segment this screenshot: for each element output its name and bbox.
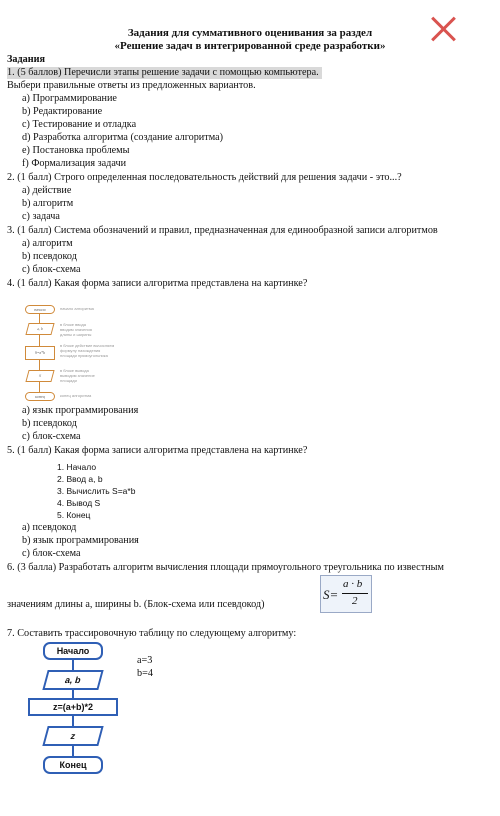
fc-start: начало [25,305,55,314]
fc-note: в блоке вывода выводим значение площади [60,368,95,383]
q6-title: 6. (3 балла) Разработать алгоритм вычисления площади прямоугольного треугольника по известным [7,562,444,573]
header-line-2: «Решение задач в интегрированной среде разработки» [114,40,386,52]
q3-option: b) псевдокод [22,251,77,262]
q7-flowchart [18,640,128,775]
q1-option: b) Редактирование [22,106,103,117]
q5-code-line: 1. Начало [57,462,97,472]
q2-option: a) действие [22,185,72,196]
q4-option: b) псевдокод [22,418,77,429]
area-formula [320,575,372,613]
q2-option: b) алгоритм [22,198,74,209]
q5-code-line: 2. Ввод a, b [57,474,103,484]
fc-input: a, b [25,323,54,335]
flow-process: z=(a+b)*2 [28,698,118,716]
fc-process: S=a*b [25,346,55,360]
q4-title: 4. (1 балл) Какая форма записи алгоритма представлена на картинке? [7,278,308,289]
q5-option: c) блок-схема [22,548,81,559]
q6-line2: значениям длины a, ширины b. (Блок-схема или псевдокод) [7,599,265,610]
q5-code-line: 5. Конец [57,510,91,520]
fc-note: начало алгоритма [60,306,94,311]
q3-title: 3. (1 балл) Система обозначений и правил, предназначенная для единообразной записи алгоритмов [7,225,438,236]
q5-title: 5. (1 балл) Какая форма записи алгоритма представлена на картинке? [7,445,308,456]
q4-option: a) язык программирования [22,405,139,416]
q4-option: c) блок-схема [22,431,81,442]
flow-end: Конец [43,756,103,774]
flow-output: z [42,726,103,746]
q1-title: 1. (5 баллов) Перечисли этапы решение задачи с помощью компьютера. [7,67,322,79]
q1-option: a) Программирование [22,93,117,104]
fc-end: конец [25,392,55,401]
fc-note: конец алгоритма [60,393,92,398]
q1-instruction: Выбери правильные ответы из предложенных вариантов. [7,80,256,91]
value-a: a=3 [137,655,153,666]
q5-option: a) псевдокод [22,522,77,533]
q5-option: b) язык программирования [22,535,139,546]
q1-option: d) Разработка алгоритма (создание алгоритма) [22,132,224,143]
q1-option: c) Тестирование и отладка [22,119,137,130]
section-label: Задания [7,54,45,65]
fc-note: в блоке ввода вводим значения длины и ширины [60,322,92,337]
header-line-1: Задания для суммативного оценивания за раздел [127,27,373,39]
q2-title: 2. (1 балл) Строго определенная последовательность действий для решения задачи - это...? [7,172,402,183]
formula-numerator: a · b [343,578,363,590]
q1-option: f) Формализация задачи [22,158,127,169]
q5-code-line: 4. Вывод S [57,498,101,508]
q3-option: c) блок-схема [22,264,81,275]
q2-option: c) задача [22,211,60,222]
fc-note: в блоке действие вычисляем формулу нахождения площади прямоугольника [60,343,115,358]
formula-lhs: S= [323,587,339,602]
q4-flowchart [20,303,160,403]
fc-output: S [25,370,54,382]
flow-input: a, b [42,670,103,690]
q5-code-line: 3. Вычислить S=a*b [57,486,136,496]
q1-option: e) Постановка проблемы [22,145,130,156]
q3-option: a) алгоритм [22,238,73,249]
formula-denominator: 2 [352,595,358,607]
flow-start: Начало [43,642,103,660]
q7-title: 7. Составить трассировочную таблицу по следующему алгоритму: [7,628,297,639]
value-b: b=4 [137,668,153,679]
